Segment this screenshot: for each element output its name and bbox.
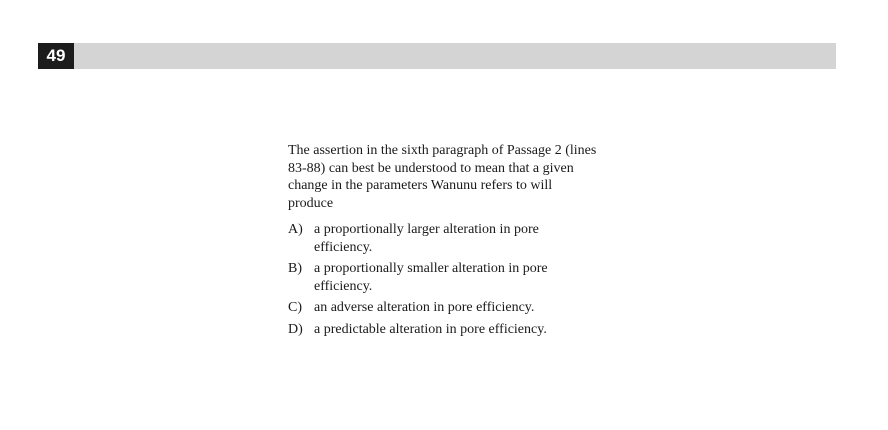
answer-option-c[interactable] [288,299,608,317]
option-text: a proportionally smaller alteration in pore efficiency. [314,261,548,294]
answer-option-d[interactable] [288,321,608,339]
option-letter: B) [288,261,302,276]
answer-option-a[interactable] [288,221,608,256]
option-letter: A) [288,222,303,237]
answer-option-b[interactable] [288,260,608,295]
question-header-bar [38,43,836,69]
option-letter: D) [288,321,303,337]
option-letter: C) [288,300,302,315]
option-text: a predictable alteration in pore efficiency. [314,321,547,337]
question-stem: The assertion in the sixth paragraph of Passage 2 (lines 83-88) can best be understood to mean that a given change in the parameters Wanunu refers to will produce [288,143,597,211]
option-text: an adverse alteration in pore efficiency. [314,300,535,315]
question-block [288,142,608,342]
answer-options [288,221,608,338]
option-text: a proportionally larger alteration in pore efficiency. [314,222,539,255]
question-number-badge: 49 [38,43,74,69]
